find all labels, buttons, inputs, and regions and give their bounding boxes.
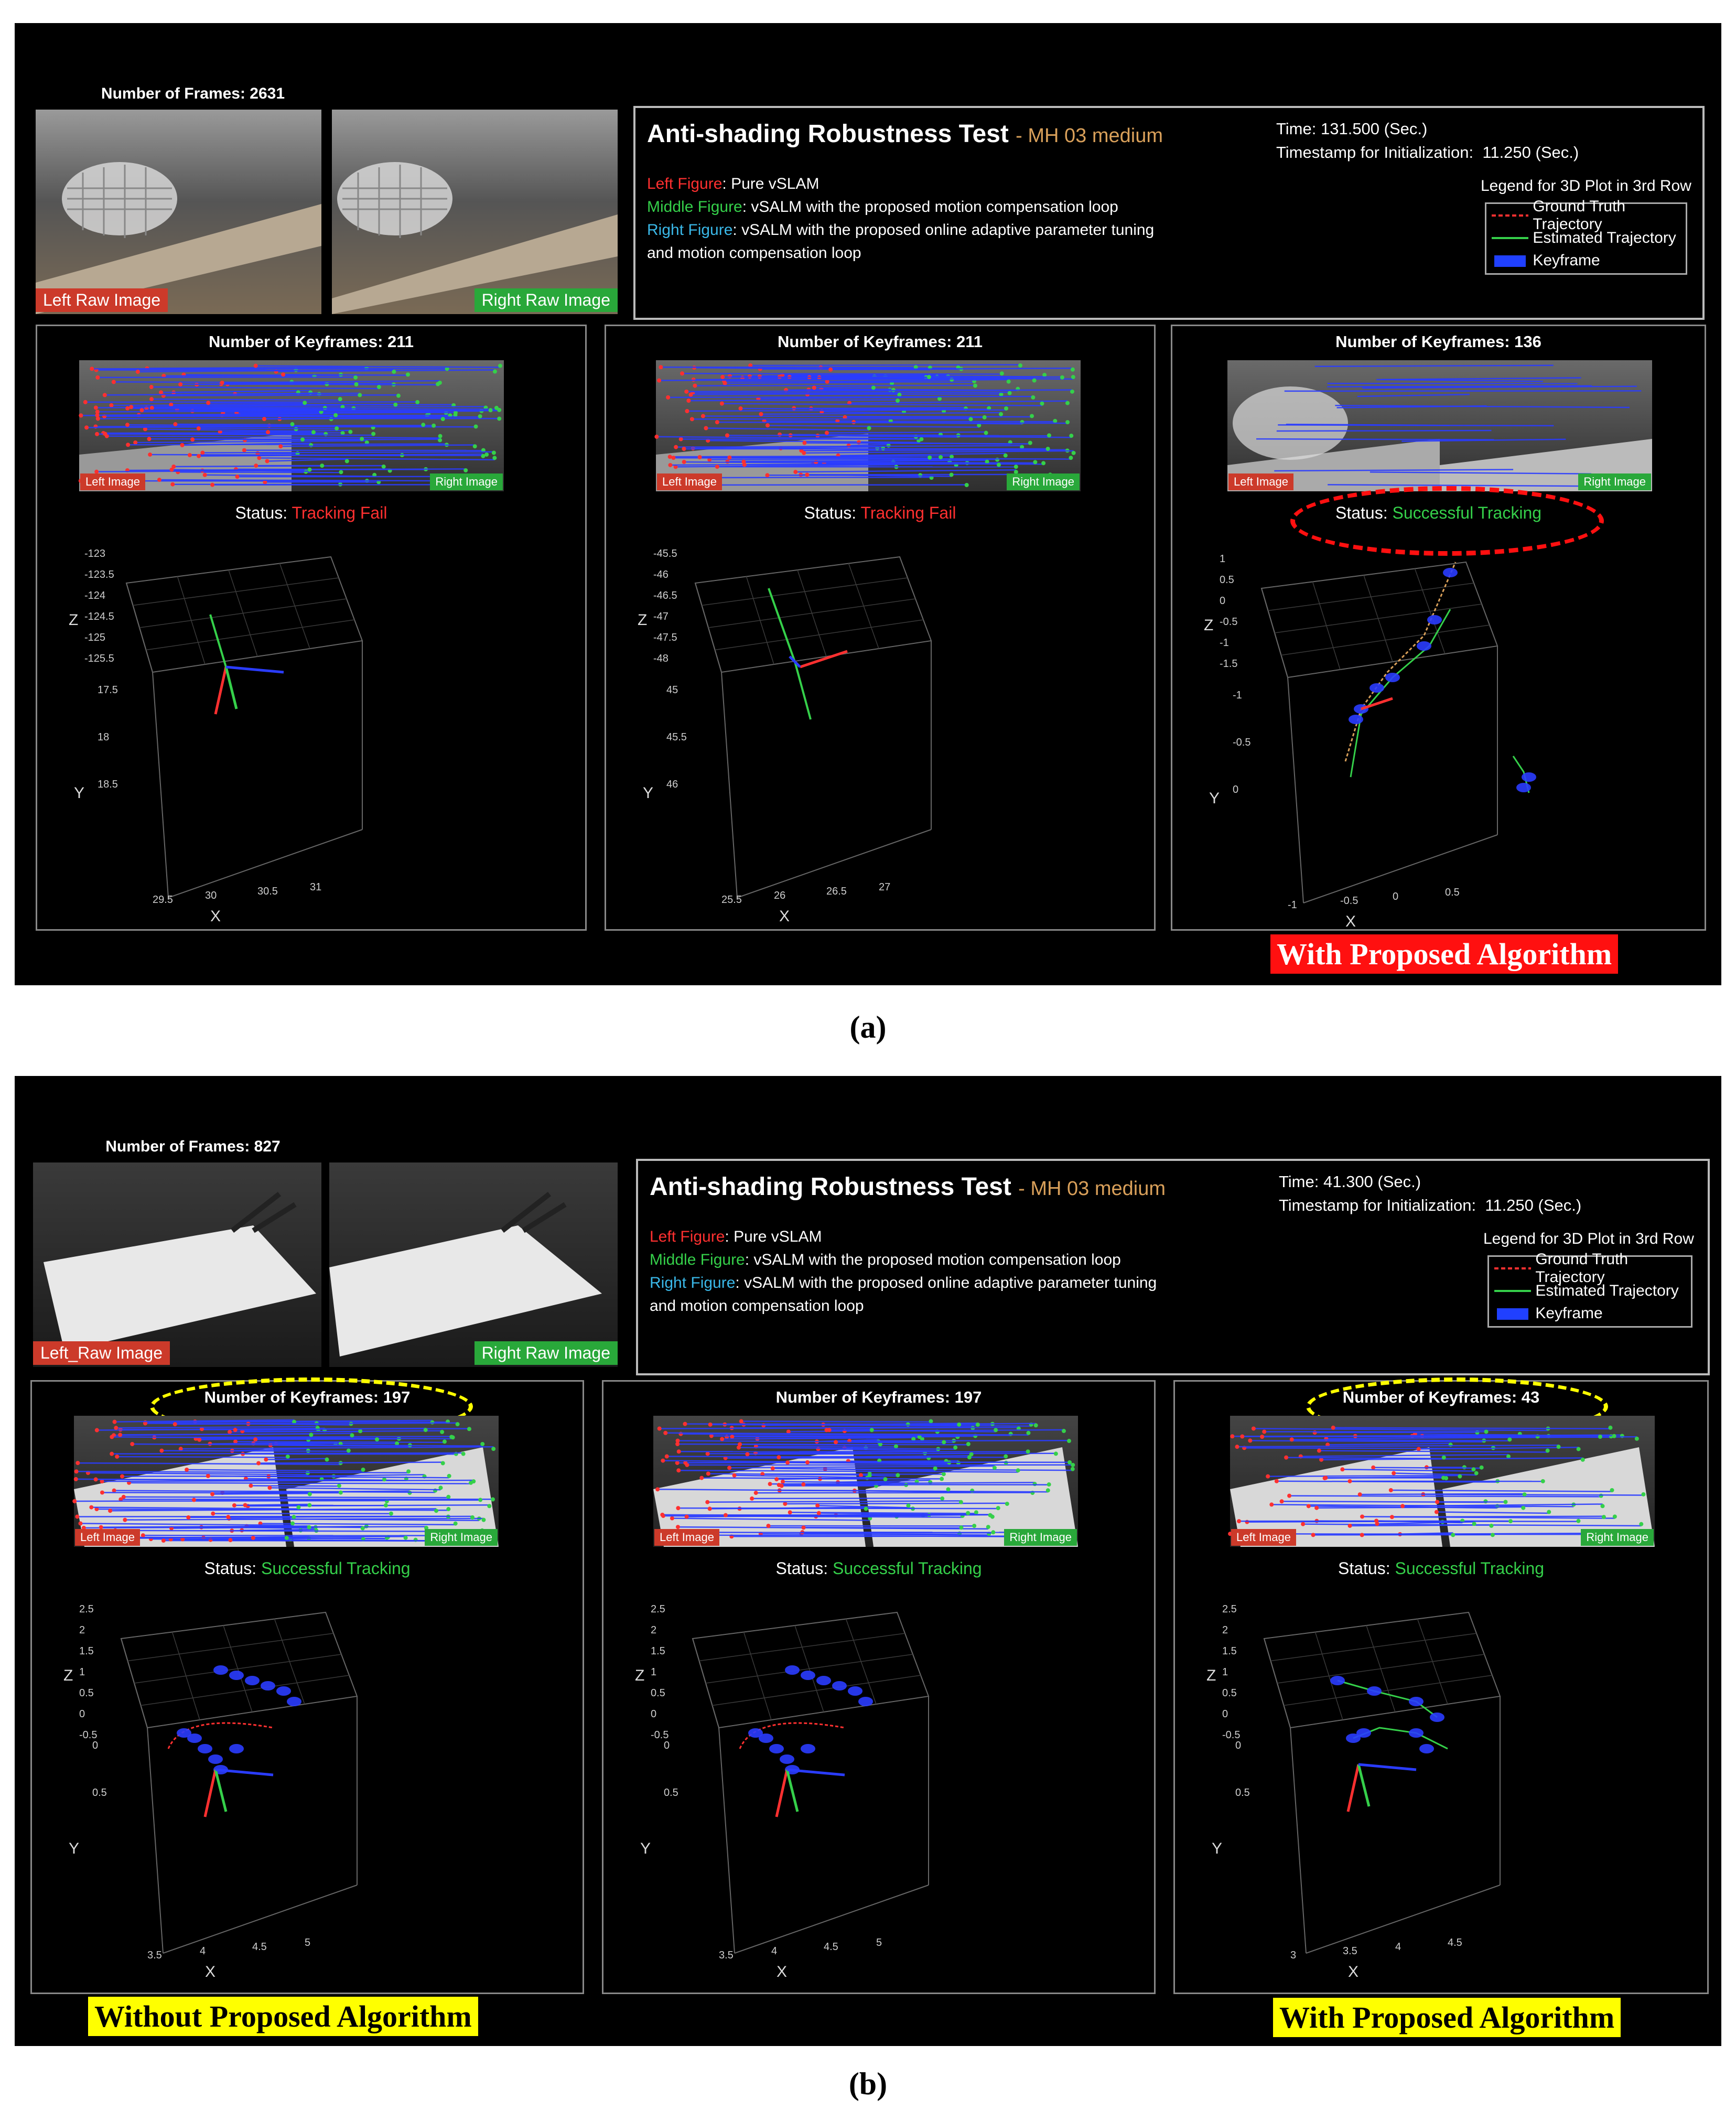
x-tick: 29.5 <box>153 894 173 906</box>
left-image-label: Left Image <box>75 1529 140 1546</box>
z-tick: 0 <box>1220 595 1226 607</box>
x-tick: 25.5 <box>721 894 742 906</box>
time-block: Time: 41.300 (Sec.) Timestamp for Initialization: 11.250 (Sec.) <box>1279 1172 1582 1214</box>
test-title: Anti-shading Robustness Test - MH 03 medium <box>647 120 1163 148</box>
right-image-label: Right Image <box>1578 473 1651 490</box>
z-tick: 1 <box>79 1666 85 1678</box>
z-tick: -48 <box>653 653 668 664</box>
z-tick: -46.5 <box>653 590 677 601</box>
z-tick: -0.5 <box>79 1729 98 1741</box>
caption-a: (a) <box>849 1010 887 1045</box>
z-tick: -47.5 <box>653 632 677 643</box>
left-image-label: Left Image <box>1228 473 1293 490</box>
panel-a <box>15 23 1721 985</box>
x-tick: -1 <box>1288 899 1297 911</box>
z-tick: -125 <box>84 632 106 643</box>
feature-match-canvas <box>1230 1416 1655 1547</box>
z-axis-label: Z <box>1204 617 1214 634</box>
y-axis-label: Y <box>69 1840 80 1857</box>
sub-panel-a-right <box>1171 325 1706 931</box>
left-raw-image <box>36 110 321 314</box>
x-tick: 0 <box>1393 891 1399 902</box>
legend-title: Legend for 3D Plot in 3rd Row <box>1481 177 1691 195</box>
z-tick: 2.5 <box>79 1603 94 1615</box>
z-tick: -0.5 <box>1222 1729 1241 1741</box>
z-tick: -1.5 <box>1220 658 1238 670</box>
z-axis-label: Z <box>638 611 648 629</box>
feature-match-canvas <box>656 360 1081 491</box>
z-tick: 0 <box>79 1708 85 1720</box>
z-tick: -0.5 <box>651 1729 669 1741</box>
info-box <box>633 106 1705 320</box>
z-tick: 2 <box>1222 1624 1228 1636</box>
middle-figure-desc: Middle Figure: vSALM with the proposed motion compensation loop <box>647 198 1118 216</box>
x-tick: 4 <box>200 1945 206 1957</box>
x-tick: 27 <box>879 881 891 893</box>
y-tick: 46 <box>666 779 678 790</box>
x-tick: -0.5 <box>1340 895 1358 907</box>
z-tick: 1 <box>651 1666 657 1678</box>
x-axis-label: X <box>1345 913 1356 930</box>
feature-match-canvas <box>74 1416 499 1547</box>
sub-panel-b-middle <box>602 1380 1156 1994</box>
x-tick: 26.5 <box>826 886 847 897</box>
left-raw-label: Left Raw Image <box>36 288 168 312</box>
y-tick: 45.5 <box>666 731 687 743</box>
3d-plot <box>635 1591 1002 1980</box>
y-tick: -0.5 <box>1233 737 1251 748</box>
keyframe-count: Number of Keyframes: 211 <box>777 332 983 351</box>
z-tick: -0.5 <box>1220 616 1238 628</box>
left-raw-image <box>33 1162 321 1367</box>
z-tick: -124 <box>84 590 106 601</box>
left-raw-image-picture <box>33 1162 321 1367</box>
time-value: 131.500 (Sec.) <box>1320 120 1428 138</box>
z-tick: 1 <box>1220 553 1226 565</box>
z-tick: 1.5 <box>79 1645 94 1657</box>
dataset-label: - MH 03 medium <box>1018 1178 1166 1200</box>
tracking-status: Status: Tracking Fail <box>804 503 956 522</box>
left-figure-desc: Left Figure: Pure vSLAM <box>647 175 820 192</box>
z-tick: 1.5 <box>1222 1645 1237 1657</box>
z-tick: 2 <box>79 1624 85 1636</box>
legend-title: Legend for 3D Plot in 3rd Row <box>1483 1230 1694 1247</box>
legend-ground-truth: Ground Truth Trajectory <box>1535 1251 1629 1286</box>
right-raw-label: Right Raw Image <box>475 1341 618 1365</box>
z-tick: 1 <box>1222 1666 1228 1678</box>
z-tick: 1.5 <box>651 1645 665 1657</box>
y-tick: -1 <box>1233 690 1242 701</box>
right-figure-desc-2: and motion compensation loop <box>650 1297 864 1315</box>
right-image-label: Right Image <box>425 1529 498 1546</box>
feature-match-image <box>74 1416 499 1547</box>
z-axis-label: Z <box>63 1667 73 1684</box>
test-title: Anti-shading Robustness Test - MH 03 medium <box>650 1173 1166 1201</box>
left-image-label: Left Image <box>654 1529 719 1546</box>
y-tick: 17.5 <box>98 684 118 696</box>
z-tick: 0.5 <box>79 1687 94 1699</box>
right-raw-image-picture <box>329 1162 618 1367</box>
x-tick: 0.5 <box>1445 887 1460 898</box>
feature-match-image <box>653 1416 1078 1547</box>
y-tick: 0.5 <box>664 1787 678 1799</box>
right-figure-desc-2: and motion compensation loop <box>647 244 861 262</box>
z-tick: 2.5 <box>651 1603 665 1615</box>
feature-match-image <box>79 360 504 491</box>
tracking-status: Status: Successful Tracking <box>1338 1559 1545 1578</box>
feature-match-image <box>656 360 1081 491</box>
x-tick: 4.5 <box>824 1941 838 1953</box>
z-axis-label: Z <box>69 611 79 629</box>
x-tick: 26 <box>774 890 786 901</box>
x-tick: 4 <box>771 1945 778 1957</box>
legend-ground-truth: Ground Truth Trajectory <box>1533 198 1626 233</box>
with-algorithm-label-b: With Proposed Algorithm <box>1273 1998 1621 2037</box>
z-tick: -46 <box>653 569 668 580</box>
y-tick: 0 <box>1235 1740 1242 1751</box>
y-tick: 0.5 <box>92 1787 107 1799</box>
keyframe-count: Number of Keyframes: 43 <box>1342 1388 1540 1406</box>
y-tick: 18 <box>98 731 110 743</box>
tracking-status: Status: Successful Tracking <box>204 1559 411 1578</box>
z-tick: 0.5 <box>1220 574 1234 586</box>
right-raw-image-picture <box>332 110 618 314</box>
left-image-label: Left Image <box>80 473 145 490</box>
z-tick: -124.5 <box>84 611 114 622</box>
right-raw-label: Right Raw Image <box>475 288 618 312</box>
x-tick: 31 <box>310 881 322 893</box>
x-tick: 30 <box>205 890 217 901</box>
3d-plot <box>638 536 1005 925</box>
y-tick: 18.5 <box>98 779 118 790</box>
x-axis-label: X <box>779 908 790 925</box>
x-tick: 30.5 <box>257 886 278 897</box>
middle-figure-desc: Middle Figure: vSALM with the proposed motion compensation loop <box>650 1251 1121 1268</box>
y-tick: 0 <box>664 1740 670 1751</box>
frames-count: Number of Frames: 827 <box>105 1138 281 1155</box>
info-box <box>636 1159 1710 1375</box>
3d-plot <box>63 1591 430 1980</box>
time-value: 41.300 (Sec.) <box>1323 1172 1421 1191</box>
y-axis-label: Y <box>74 784 85 802</box>
without-algorithm-label: Without Proposed Algorithm <box>88 1997 478 2036</box>
3d-plot <box>1206 1591 1573 1980</box>
feature-match-image <box>1227 360 1652 491</box>
x-axis-label: X <box>210 908 221 925</box>
legend <box>1487 1251 1692 1328</box>
z-tick: -45.5 <box>653 548 677 559</box>
legend-estimated: Estimated Trajectory <box>1535 1282 1679 1299</box>
left-figure-desc: Left Figure: Pure vSLAM <box>650 1228 822 1245</box>
y-tick: 0 <box>1233 784 1239 795</box>
z-tick: 0.5 <box>1222 1687 1237 1699</box>
feature-match-image <box>1230 1416 1655 1547</box>
x-tick: 3.5 <box>719 1950 734 1961</box>
sub-panel-a-left <box>36 325 587 931</box>
feature-match-canvas <box>79 360 504 491</box>
frames-count: Number of Frames: 2631 <box>101 85 285 102</box>
legend-estimated: Estimated Trajectory <box>1533 229 1676 246</box>
legend-keyframe: Keyframe <box>1492 250 1600 271</box>
feature-match-canvas <box>653 1416 1078 1547</box>
keyframe-count: Number of Keyframes: 211 <box>208 332 414 351</box>
feature-match-canvas <box>1227 360 1652 491</box>
right-figure-desc: Right Figure: vSALM with the proposed online adaptive parameter tuning <box>650 1274 1157 1291</box>
x-axis-label: X <box>777 1963 788 1980</box>
left-image-label: Left Image <box>1231 1529 1296 1546</box>
sub-panel-a-middle <box>605 325 1156 931</box>
z-tick: 0.5 <box>651 1687 665 1699</box>
with-algorithm-label-a: With Proposed Algorithm <box>1270 934 1618 974</box>
right-image-label: Right Image <box>1004 1529 1077 1546</box>
z-tick: 0 <box>651 1708 657 1720</box>
x-tick: 3.5 <box>147 1950 162 1961</box>
right-image-label: Right Image <box>1007 473 1080 490</box>
x-tick: 5 <box>305 1937 311 1948</box>
caption-b: (b) <box>848 2066 888 2101</box>
right-image-label: Right Image <box>430 473 503 490</box>
x-axis-label: X <box>1348 1963 1359 1980</box>
y-axis-label: Y <box>1212 1840 1223 1857</box>
3d-plot <box>69 536 436 925</box>
y-tick: 45 <box>666 684 678 696</box>
right-raw-image <box>329 1162 618 1367</box>
x-tick: 4.5 <box>1448 1937 1462 1948</box>
y-tick: 0 <box>92 1740 99 1751</box>
y-axis-label: Y <box>643 784 654 802</box>
z-tick: 2 <box>651 1624 657 1636</box>
3d-plot <box>1204 541 1571 930</box>
tracking-status: Status: Successful Tracking <box>775 1559 982 1578</box>
panel-b <box>15 1076 1721 2046</box>
legend-keyframe: Keyframe <box>1494 1303 1603 1324</box>
left-raw-image-picture <box>36 110 321 314</box>
right-raw-image <box>332 110 618 314</box>
z-tick: -47 <box>653 611 668 622</box>
z-axis-label: Z <box>635 1667 645 1684</box>
dataset-label: - MH 03 medium <box>1016 125 1163 147</box>
tracking-status: Status: Tracking Fail <box>235 503 387 522</box>
x-axis-label: X <box>205 1963 216 1980</box>
left-raw-label: Left_Raw Image <box>33 1341 170 1365</box>
y-tick: 0.5 <box>1235 1787 1250 1799</box>
keyframe-count: Number of Keyframes: 136 <box>1335 332 1541 351</box>
z-tick: -123 <box>84 548 106 559</box>
right-image-label: Right Image <box>1581 1529 1654 1546</box>
left-image-label: Left Image <box>657 473 722 490</box>
z-tick: 0 <box>1222 1708 1228 1720</box>
y-axis-label: Y <box>640 1840 651 1857</box>
z-tick: -125.5 <box>84 653 114 664</box>
keyframe-count: Number of Keyframes: 197 <box>204 1388 411 1406</box>
z-tick: -1 <box>1220 637 1229 649</box>
x-tick: 3.5 <box>1343 1945 1357 1957</box>
time-block: Time: 131.500 (Sec.) Timestamp for Initialization: 11.250 (Sec.) <box>1276 120 1579 162</box>
z-tick: -123.5 <box>84 569 114 580</box>
z-tick: 2.5 <box>1222 1603 1237 1615</box>
x-tick: 4 <box>1395 1941 1401 1953</box>
right-figure-desc: Right Figure: vSALM with the proposed online adaptive parameter tuning <box>647 221 1155 239</box>
x-tick: 3 <box>1290 1950 1297 1961</box>
keyframe-count: Number of Keyframes: 197 <box>775 1388 982 1406</box>
y-axis-label: Y <box>1209 790 1220 807</box>
legend <box>1485 198 1687 275</box>
z-axis-label: Z <box>1206 1667 1216 1684</box>
x-tick: 5 <box>876 1937 882 1948</box>
tracking-status: Status: Successful Tracking <box>1335 503 1542 522</box>
sub-panel-b-left <box>30 1380 584 1994</box>
x-tick: 4.5 <box>252 1941 267 1953</box>
sub-panel-b-right <box>1173 1380 1709 1994</box>
